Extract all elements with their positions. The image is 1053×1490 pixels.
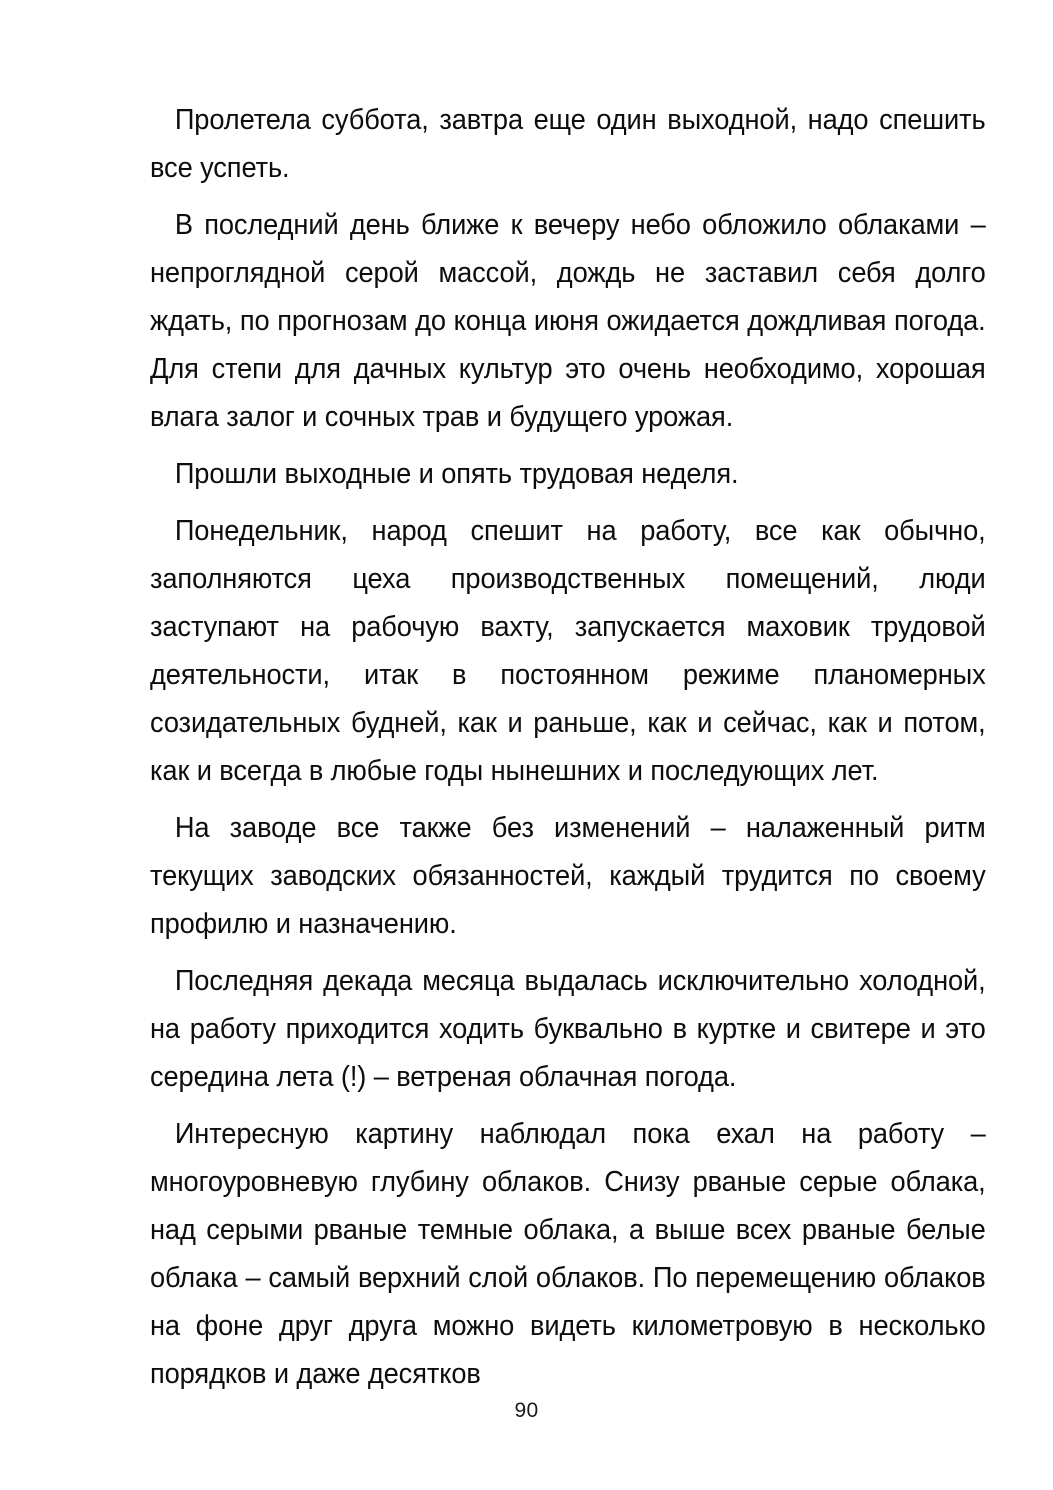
paragraph-1: Пролетела суббота, завтра еще один выходной, надо спешить все успеть. <box>150 104 986 184</box>
paragraph-3: Прошли выходные и опять трудовая неделя. <box>174 458 739 490</box>
page-number: 90 <box>514 1399 539 1422</box>
paragraph-4: Понедельник, народ спешит на работу, все как обычно, заполняются цеха производственных помещений, люди заступают на рабочую вахту, запускается маховик трудовой деятельности, итак в постоянном режиме планомерных созидательных будней, как и раньше, как и сейчас, как и потом, как и всегда в любые годы нынешних и последующих лет. <box>150 515 986 787</box>
paragraph-6: Последняя декада месяца выдалась исключительно холодной, на работу приходится ходить буквально в куртке и свитере и это середина лета (!) – ветреная облачная погода. <box>150 965 986 1093</box>
paragraph-2: В последний день ближе к вечеру небо обложило облаками – непроглядной серой массой, дождь не заставил себя долго ждать, по прогнозам до конца июня ожидается дождливая погода. Для степи для дачных культур это очень необходимо, хорошая влага залог и сочных трав и будущего урожая. <box>150 209 986 433</box>
body-text-column <box>150 96 986 1398</box>
paragraph-7: Интересную картину наблюдал пока ехал на работу – многоуровневую глубину облаков. Снизу рваные серые облака, над серыми рваные темные облака, а выше всех рваные белые облака – самый верхний слой облаков. По перемещению облаков на фоне друг друга можно видеть километровую в несколько порядков и даже десятков <box>150 1118 986 1390</box>
paragraph-5: На заводе все также без изменений – налаженный ритм текущих заводских обязанностей, каждый трудится по своему профилю и назначению. <box>150 812 986 940</box>
